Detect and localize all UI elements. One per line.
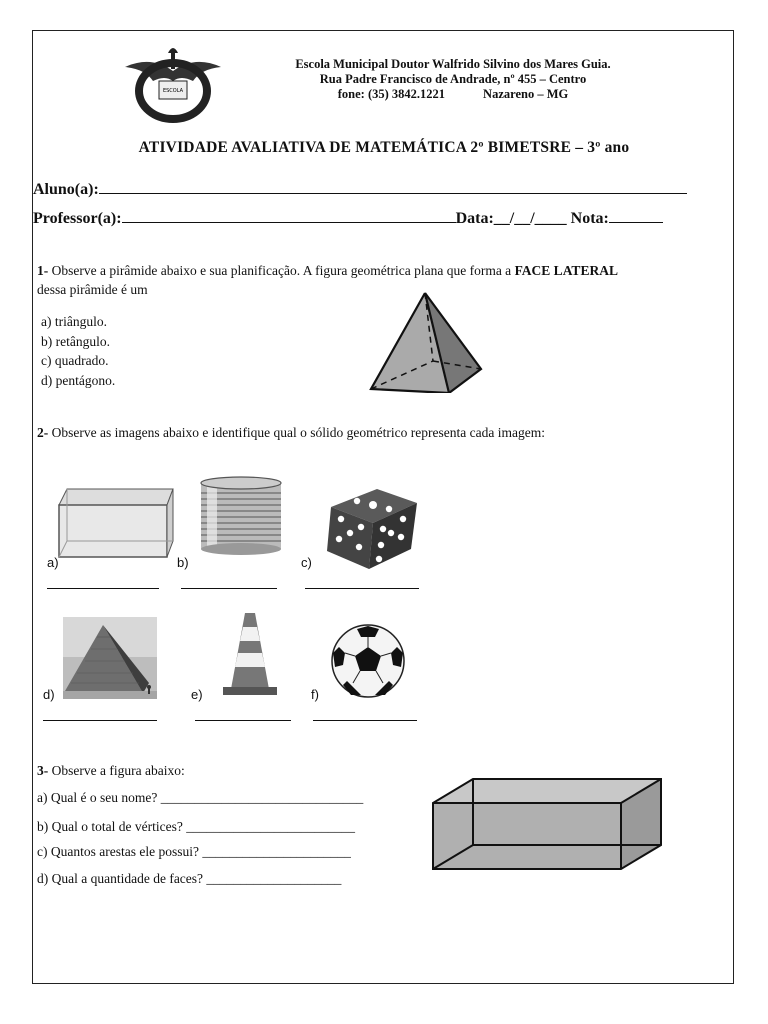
grade-blank[interactable]	[609, 208, 663, 223]
answer-line-e[interactable]	[195, 719, 291, 721]
q3-number: 3-	[37, 763, 49, 778]
answer-line-b[interactable]	[181, 587, 277, 589]
answer-line-d[interactable]	[43, 719, 157, 721]
school-address: Rua Padre Francisco de Andrade, nº 455 – Centro	[319, 72, 587, 86]
q1-text-cont: dessa pirâmide é um	[37, 282, 148, 297]
q3-question-b[interactable]: b) Qual o total de vértices? _________________________	[37, 819, 355, 834]
item-a-label: a)	[47, 555, 59, 570]
worksheet	[32, 30, 734, 984]
svg-text:ESCOLA: ESCOLA	[162, 88, 184, 94]
teacher-blank[interactable]	[122, 208, 456, 223]
q1-option-d[interactable]: d) pentágono.	[41, 372, 116, 388]
school-header	[213, 57, 693, 102]
q3-question-c[interactable]: c) Quantos arestas ele possui? ______________________	[37, 844, 351, 859]
item-f-label: f)	[311, 687, 319, 702]
student-blank[interactable]	[99, 179, 687, 194]
pyramid-figure	[369, 289, 483, 393]
teacher-field[interactable]	[33, 208, 663, 228]
q3-text: Observe a figura abaixo:	[48, 763, 185, 778]
teacher-label: Professor(a):	[33, 210, 122, 227]
school-logo	[121, 45, 225, 127]
answer-line-c[interactable]	[305, 587, 419, 589]
page-title: ATIVIDADE AVALIATIVA DE MATEMÁTICA 2º BIMETSRE – 3º ano	[138, 139, 630, 156]
traffic-cone-icon	[211, 609, 289, 701]
q1-emphasis: FACE LATERAL	[514, 263, 618, 278]
q1-text: Observe a pirâmide abaixo e sua planificação. A figura geométrica plana que forma a	[48, 263, 515, 278]
date-label: Data:	[455, 210, 494, 227]
question-2	[37, 423, 727, 442]
school-city: Nazareno – MG	[483, 87, 569, 101]
answer-line-a[interactable]	[47, 587, 159, 589]
soccer-ball-icon	[329, 623, 407, 699]
date-blanks[interactable]: __/__/____	[493, 210, 567, 227]
student-field[interactable]	[33, 179, 687, 199]
answer-line-f[interactable]	[313, 719, 417, 721]
dice-icon	[323, 487, 419, 571]
pyramid-photo-icon	[63, 617, 157, 699]
student-label: Aluno(a):	[33, 181, 99, 198]
q3-question-d[interactable]: d) Qual a quantidade de faces? ____________________	[37, 871, 342, 886]
grade-label: Nota:	[570, 210, 609, 227]
q1-options	[41, 312, 115, 390]
item-e-label: e)	[191, 687, 203, 702]
q1-option-a[interactable]: a) triângulo.	[41, 314, 107, 329]
q1-option-c[interactable]: c) quadrado.	[41, 353, 109, 368]
q1-number: 1-	[37, 263, 49, 278]
school-phone: fone: (35) 3842.1221	[337, 87, 446, 101]
question-3	[37, 761, 185, 780]
rectangular-prism-figure	[429, 775, 665, 871]
item-b-label: b)	[177, 555, 189, 570]
q2-text: Observe as imagens abaixo e identifique qual o sólido geométrico representa cada imagem:	[48, 425, 545, 440]
item-c-label: c)	[301, 555, 312, 570]
tin-can-icon	[199, 475, 283, 557]
school-name: Escola Municipal Doutor Walfrido Silvino dos Mares Guia.	[295, 57, 611, 71]
q3-question-a[interactable]: a) Qual é o seu nome? ______________________________	[37, 790, 364, 805]
q2-number: 2-	[37, 425, 49, 440]
item-d-label: d)	[43, 687, 55, 702]
glass-box-icon	[55, 479, 175, 559]
q1-option-b[interactable]: b) retângulo.	[41, 333, 110, 349]
